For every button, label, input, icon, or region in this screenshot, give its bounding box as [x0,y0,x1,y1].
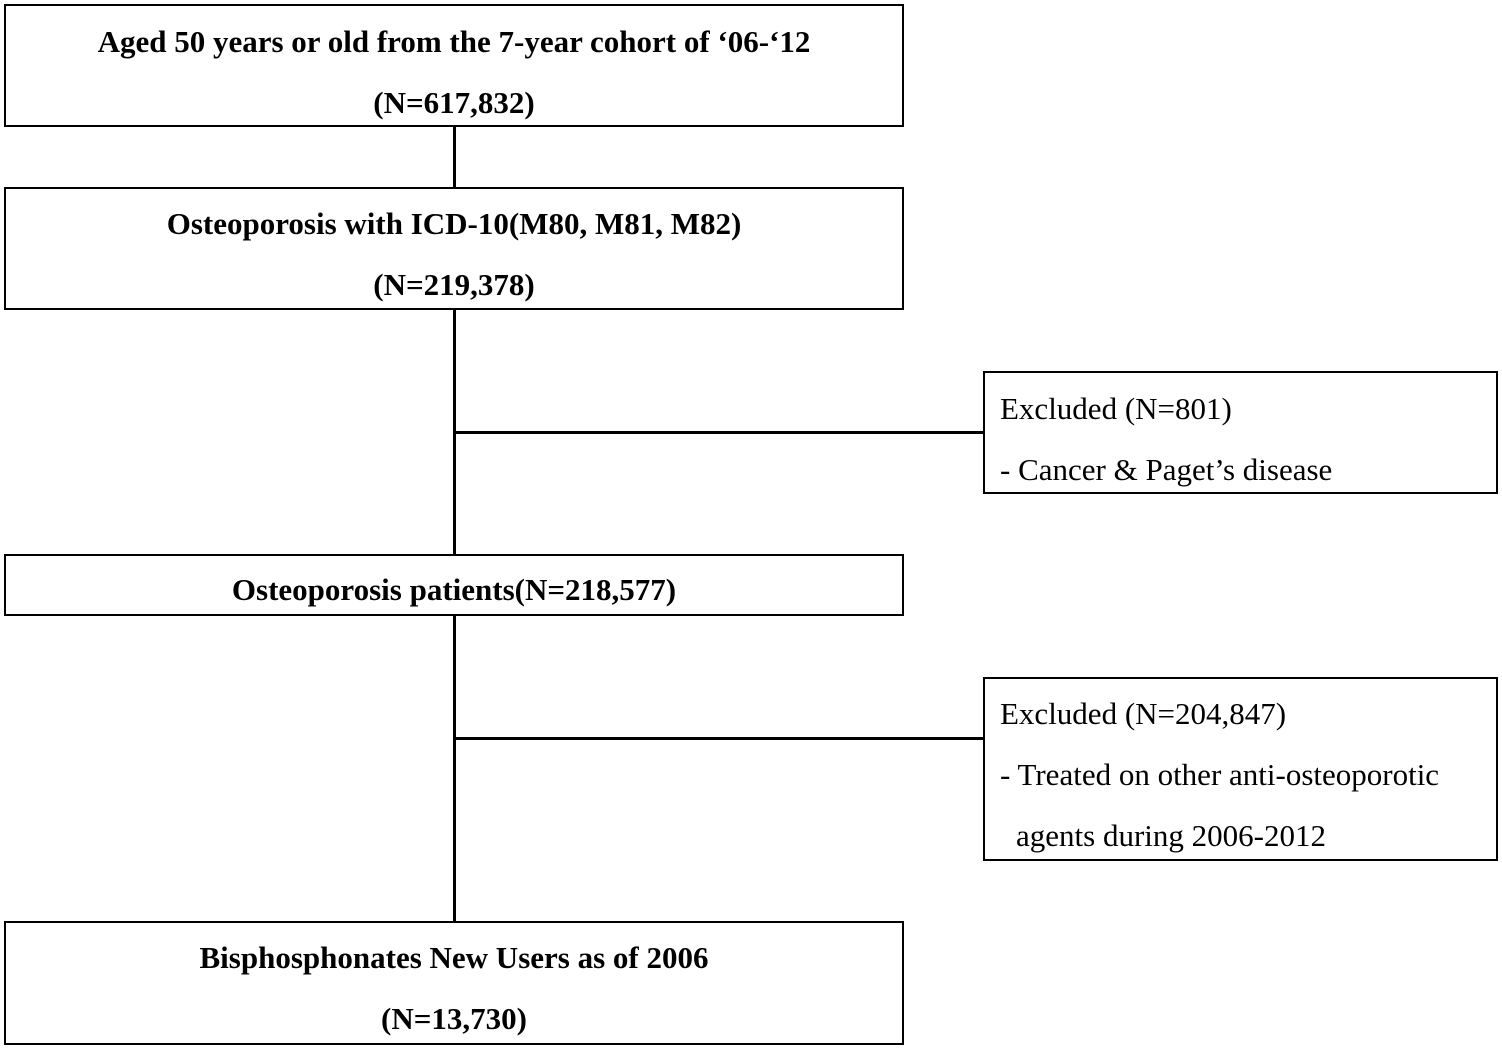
exclusion-2-reason-line-1: - Treated on other anti-osteoporotic [1000,757,1440,792]
bisphosphonates-box [4,921,904,1045]
exclusion-1-reason: - Cancer & Paget’s disease [1000,452,1333,487]
exclusion-2-reason-line-2: agents during 2006-2012 [1016,818,1326,853]
exclusion-2-title: Excluded (N=204,847) [1000,696,1287,731]
cohort-count: (N=617,832) [373,85,535,120]
osteoporosis-patients-title: Osteoporosis patients(N=218,577) [231,572,677,607]
osteoporosis-icd-box [4,187,904,310]
cohort-box [4,4,904,127]
osteoporosis-icd-title: Osteoporosis with ICD-10(M80, M81, M82) [166,206,742,241]
osteoporosis-patients-box [4,554,904,616]
bisphosphonates-count: (N=13,730) [381,1001,527,1036]
connector-3-4 [453,614,456,922]
exclusion-branch-2 [453,737,984,740]
exclusion-1-title: Excluded (N=801) [1000,391,1232,426]
exclusion-branch-1 [453,431,984,434]
exclusion-box-1 [983,371,1498,494]
exclusion-box-2 [983,677,1498,861]
bisphosphonates-title: Bisphosphonates New Users as of 2006 [199,940,709,975]
cohort-title: Aged 50 years or old from the 7-year cohort of ‘06-‘12 [97,24,811,59]
osteoporosis-icd-count: (N=219,378) [373,267,535,302]
connector-1-2 [453,126,456,188]
